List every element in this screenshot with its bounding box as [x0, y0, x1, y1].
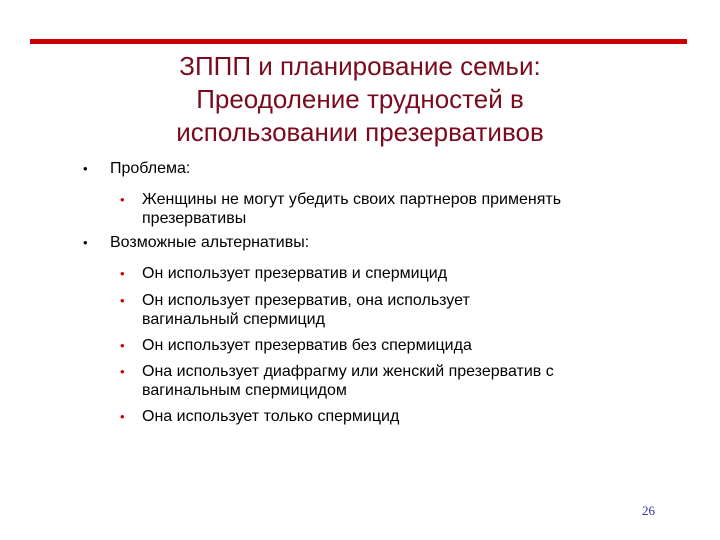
- sub-bullet-item: [120, 291, 470, 311]
- sub-bullet-line: вагинальным спермицидом: [142, 382, 347, 399]
- sub-bullet-item: [120, 264, 448, 284]
- bullet-label: Проблема:: [110, 160, 191, 177]
- sub-bullet-continuation: [142, 209, 246, 229]
- circle-bullet-icon: •: [83, 235, 88, 250]
- page-number: 26: [642, 503, 655, 518]
- bullet-item-problem: [83, 159, 191, 179]
- sub-bullet-line: презервативы: [142, 210, 247, 227]
- bullet-item-alternatives: [83, 233, 310, 253]
- title-line: использовании презервативов: [176, 117, 544, 147]
- red-bullet-icon: •: [120, 293, 125, 308]
- sub-bullet-continuation: [142, 381, 347, 401]
- red-bullet-icon: •: [120, 192, 125, 207]
- sub-bullet-line: вагинальный спермицид: [142, 311, 325, 328]
- sub-bullet-item: [120, 362, 554, 382]
- sub-bullet-item: [120, 190, 562, 210]
- title-line: ЗППП и планирование семьи:: [179, 51, 541, 81]
- sub-bullet-line: Женщины не могут убедить своих партнеров применять: [142, 191, 562, 208]
- sub-bullet-line: Он использует презерватив, она использует: [142, 292, 470, 309]
- sub-bullet-continuation: [142, 310, 325, 330]
- title-line: Преодоление трудностей в: [196, 84, 524, 114]
- sub-bullet-line: Она использует диафрагму или женский презерватив с: [142, 363, 554, 380]
- sub-bullet-line: Она использует только спермицид: [142, 408, 400, 425]
- red-bullet-icon: •: [120, 364, 125, 379]
- sub-bullet-item: [120, 407, 400, 427]
- bullet-label: Возможные альтернативы:: [110, 234, 310, 251]
- sub-bullet-line: Он использует презерватив без спермицида: [142, 337, 472, 354]
- red-bullet-icon: •: [120, 266, 125, 281]
- sub-bullet-line: Он использует презерватив и спермицид: [142, 265, 448, 282]
- circle-bullet-icon: •: [83, 161, 88, 176]
- red-bullet-icon: •: [120, 338, 125, 353]
- sub-bullet-item: [120, 336, 472, 356]
- red-bullet-icon: •: [120, 409, 125, 424]
